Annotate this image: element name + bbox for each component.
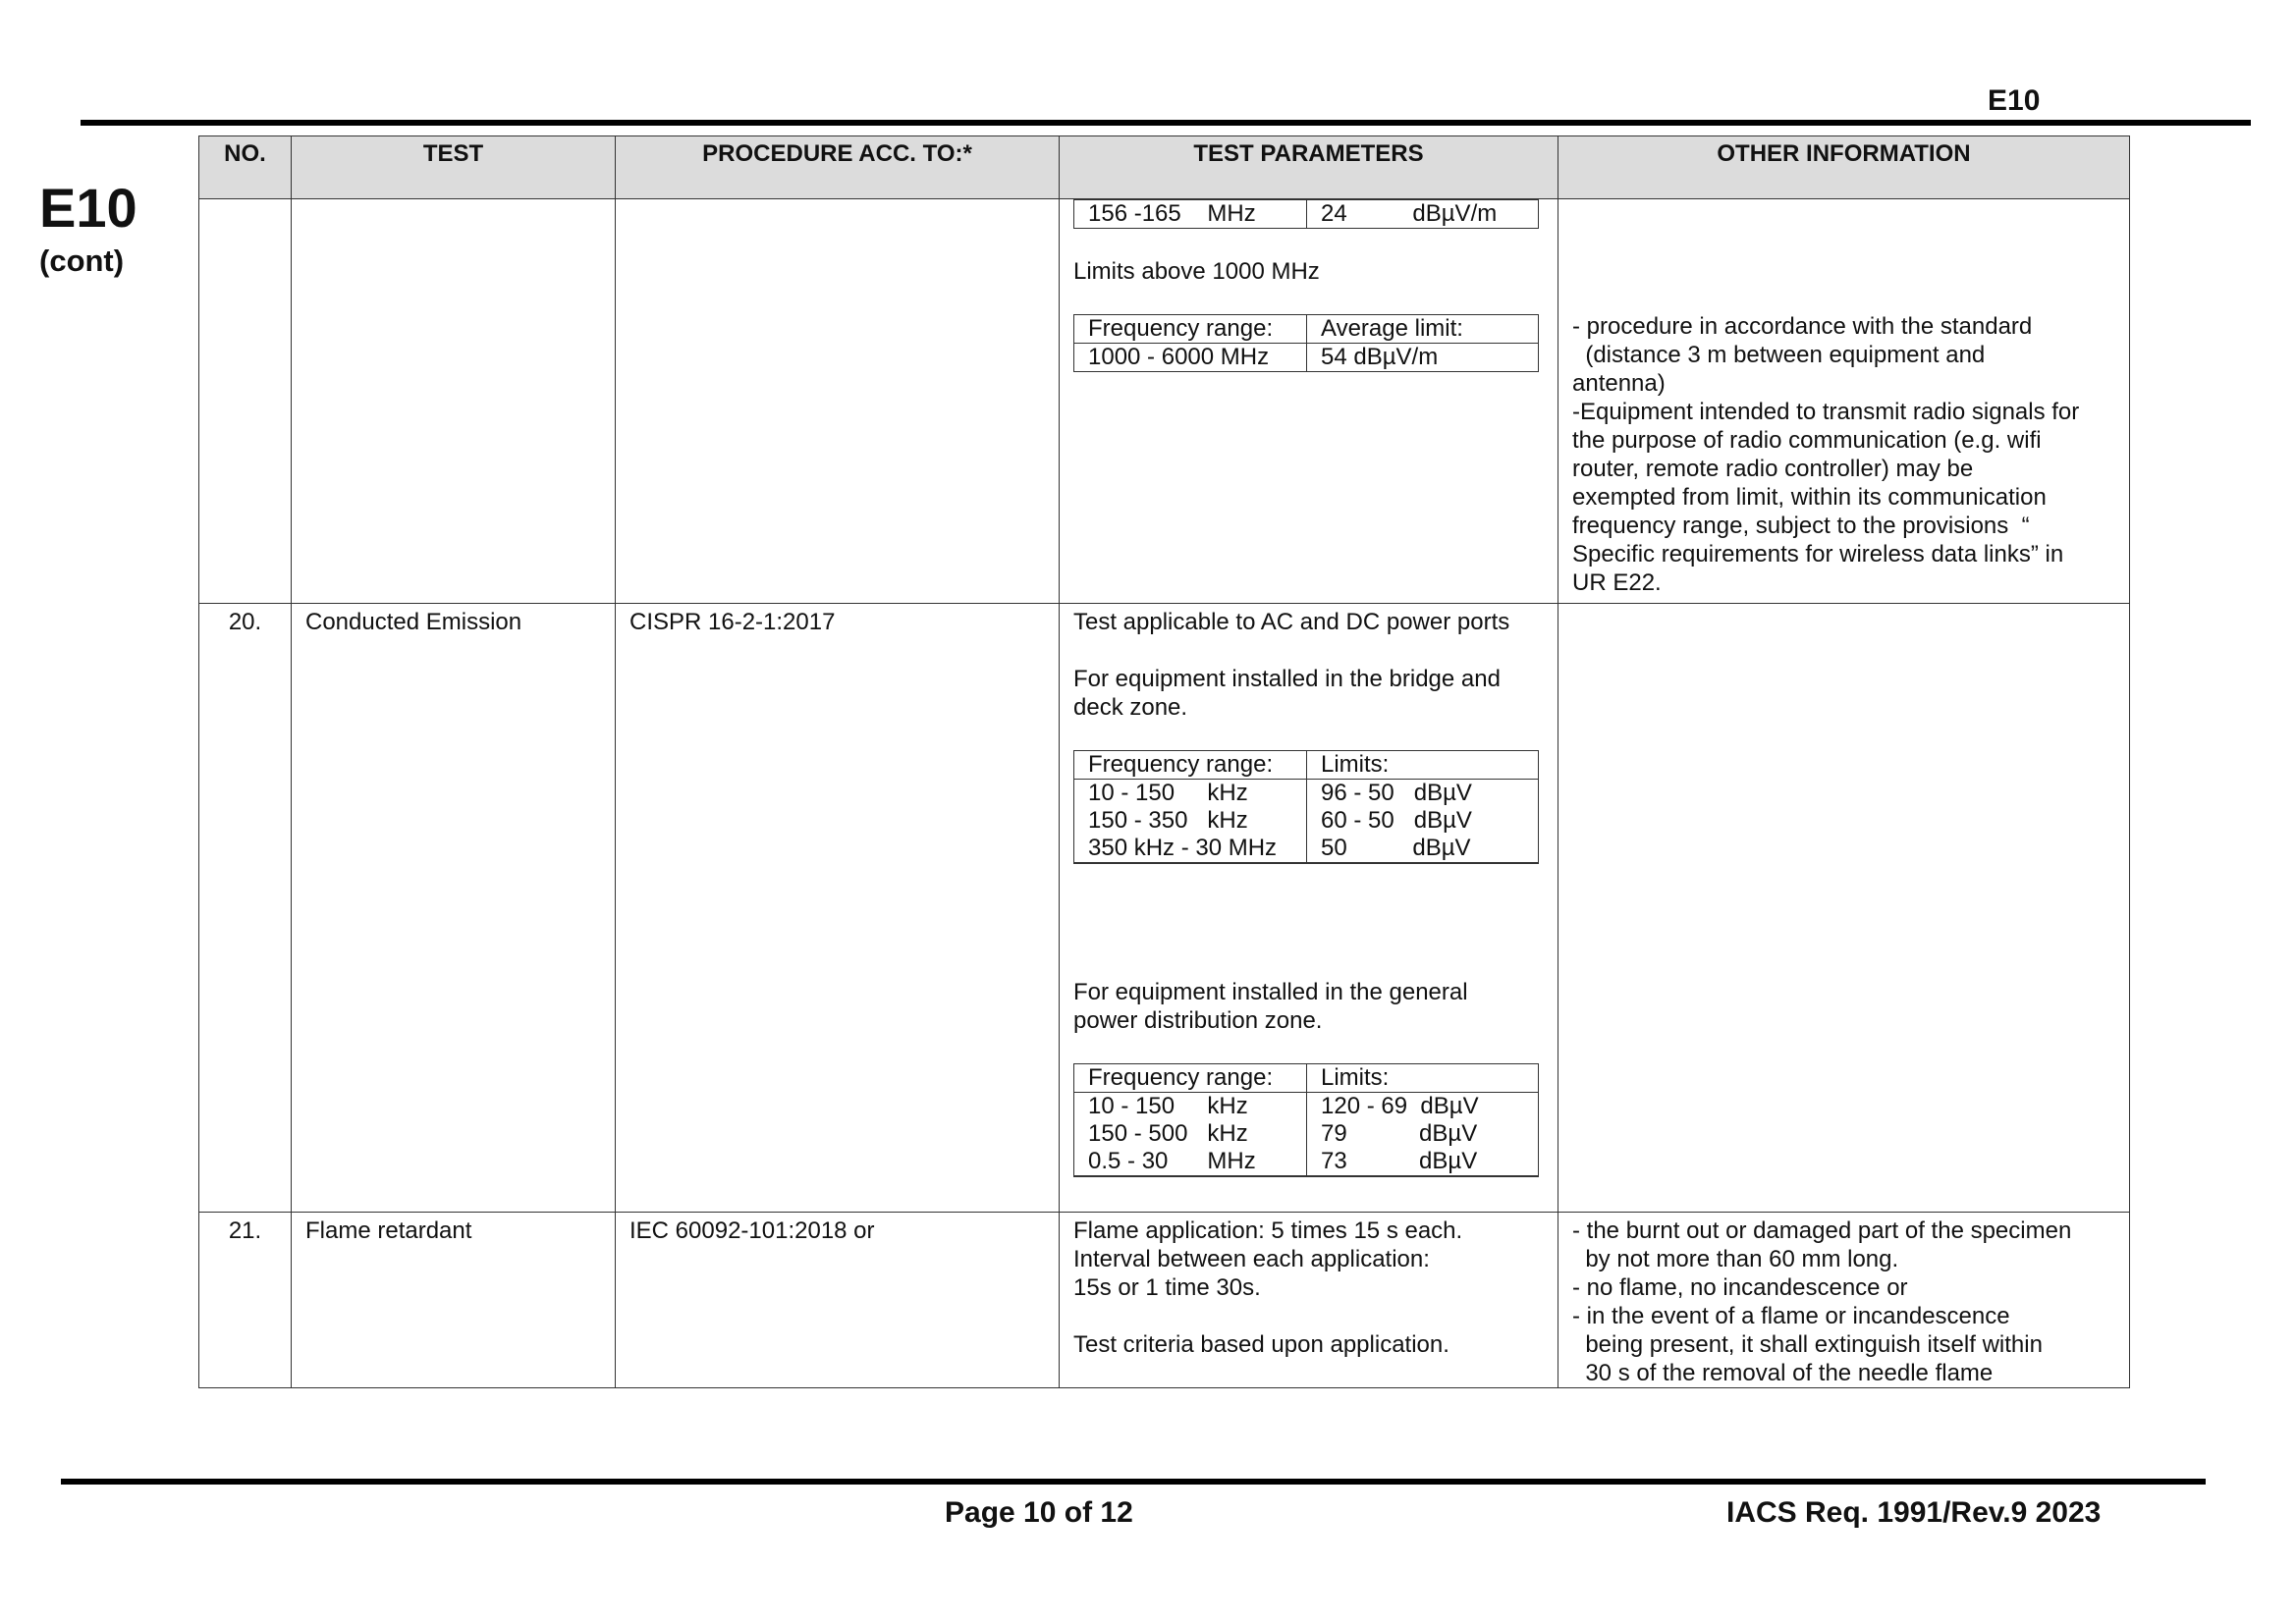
requirements-table — [198, 135, 2130, 1388]
text-line: by not more than 60 mm long. — [1572, 1246, 1899, 1272]
table-cell: 24 dBµV/m — [1307, 200, 1539, 229]
table-cell: 1000 - 6000 MHz — [1074, 344, 1307, 372]
other-info-cell — [1558, 604, 2130, 1213]
text-line: 150 - 500 kHz — [1088, 1120, 1248, 1147]
text-line: For equipment installed in the bridge and — [1073, 666, 1501, 692]
freq-table-above-1000 — [1073, 314, 1539, 372]
text-line: deck zone. — [1073, 694, 1188, 721]
freq-table-cont — [1073, 199, 1539, 229]
text-line: 350 kHz - 30 MHz — [1088, 835, 1278, 861]
header-rule — [81, 120, 2251, 126]
limits-above-label: Limits above 1000 MHz — [1073, 258, 1320, 285]
col-header-procedure: PROCEDURE ACC. TO:* — [616, 136, 1060, 199]
text-line: being present, it shall extinguish itself within — [1572, 1331, 2043, 1358]
header-doc-code: E10 — [1988, 84, 2041, 117]
text-line: 60 - 50 dBµV — [1321, 807, 1472, 834]
other-info-cell — [1558, 1213, 2130, 1388]
text-line: (distance 3 m between equipment and — [1572, 342, 1986, 368]
text-line: 120 - 69 dBµV — [1321, 1093, 1479, 1119]
document-reference: IACS Req. 1991/Rev.9 2023 — [1726, 1496, 2102, 1529]
params-cell — [1060, 199, 1558, 604]
text-line: 0.5 - 30 MHz — [1088, 1148, 1256, 1174]
text-line: 79 dBµV — [1321, 1120, 1478, 1147]
params-cell — [1060, 604, 1558, 1213]
text-line: 15s or 1 time 30s. — [1073, 1274, 1261, 1301]
table-cell: Frequency range: — [1074, 751, 1307, 780]
row-number: 20. — [199, 604, 292, 1213]
text-line: 10 - 150 kHz — [1088, 1093, 1248, 1119]
procedure: CISPR 16-2-1:2017 — [616, 604, 1060, 1213]
table-cell: 156 -165 MHz — [1074, 200, 1307, 229]
text-line: Interval between each application: — [1073, 1246, 1430, 1272]
text-line: power distribution zone. — [1073, 1007, 1323, 1034]
col-header-parameters: TEST PARAMETERS — [1060, 136, 1558, 199]
table-cell: Limits: — [1307, 751, 1539, 780]
text-line: - no flame, no incandescence or — [1572, 1274, 1908, 1301]
side-doc-code: E10 — [39, 177, 137, 239]
text-line: - procedure in accordance with the standard — [1572, 313, 2033, 340]
text-line: the purpose of radio communication (e.g. wifi — [1572, 427, 2042, 454]
table-header-row — [199, 136, 2130, 199]
table-row-20 — [199, 604, 2130, 1213]
procedure: IEC 60092-101:2018 or — [616, 1213, 1060, 1388]
table-cell: Limits: — [1307, 1064, 1539, 1093]
params-cell — [1060, 1213, 1558, 1388]
text-line: 150 - 350 kHz — [1088, 807, 1248, 834]
side-cont-label: (cont) — [39, 243, 125, 278]
table-cell: Frequency range: — [1074, 1064, 1307, 1093]
table-cell: Average limit: — [1307, 315, 1539, 344]
text-line: For equipment installed in the general — [1073, 979, 1468, 1005]
col-header-other: OTHER INFORMATION — [1558, 136, 2130, 199]
table-cell: 54 dBµV/m — [1307, 344, 1539, 372]
other-info-cell — [1558, 199, 2130, 604]
text-line: exempted from limit, within its communication — [1572, 484, 2047, 511]
text-line: Specific requirements for wireless data links” in — [1572, 541, 2064, 568]
text-line: - in the event of a flame or incandescence — [1572, 1303, 2010, 1329]
criteria-text: Test criteria based upon application. — [1073, 1331, 1449, 1358]
test-name: Conducted Emission — [292, 604, 616, 1213]
table-row-cont — [199, 199, 2130, 604]
table-cell: Frequency range: — [1074, 315, 1307, 344]
col-header-no: NO. — [199, 136, 292, 199]
col-header-test: TEST — [292, 136, 616, 199]
text-line: antenna) — [1572, 370, 1666, 397]
text-line: 10 - 150 kHz — [1088, 780, 1248, 806]
test-name: Flame retardant — [292, 1213, 616, 1388]
page-number: Page 10 of 12 — [945, 1496, 1133, 1529]
table-row-21 — [199, 1213, 2130, 1388]
text-line: 73 dBµV — [1321, 1148, 1478, 1174]
text-line: 30 s of the removal of the needle flame — [1572, 1360, 1994, 1386]
row-number: 21. — [199, 1213, 292, 1388]
text-line: router, remote radio controller) may be — [1572, 456, 1974, 482]
freq-table-general — [1073, 1063, 1539, 1177]
text-line: 50 dBµV — [1321, 835, 1471, 861]
text-line: Flame application: 5 times 15 s each. — [1073, 1217, 1463, 1244]
applicable-text: Test applicable to AC and DC power ports — [1073, 609, 1510, 635]
text-line: - the burnt out or damaged part of the specimen — [1572, 1217, 2072, 1244]
text-line: 96 - 50 dBµV — [1321, 780, 1472, 806]
footer-rule — [61, 1479, 2206, 1485]
freq-table-bridge — [1073, 750, 1539, 864]
text-line: frequency range, subject to the provisions “ — [1572, 513, 2030, 539]
text-line: -Equipment intended to transmit radio signals for — [1572, 399, 2080, 425]
text-line: UR E22. — [1572, 569, 1662, 596]
